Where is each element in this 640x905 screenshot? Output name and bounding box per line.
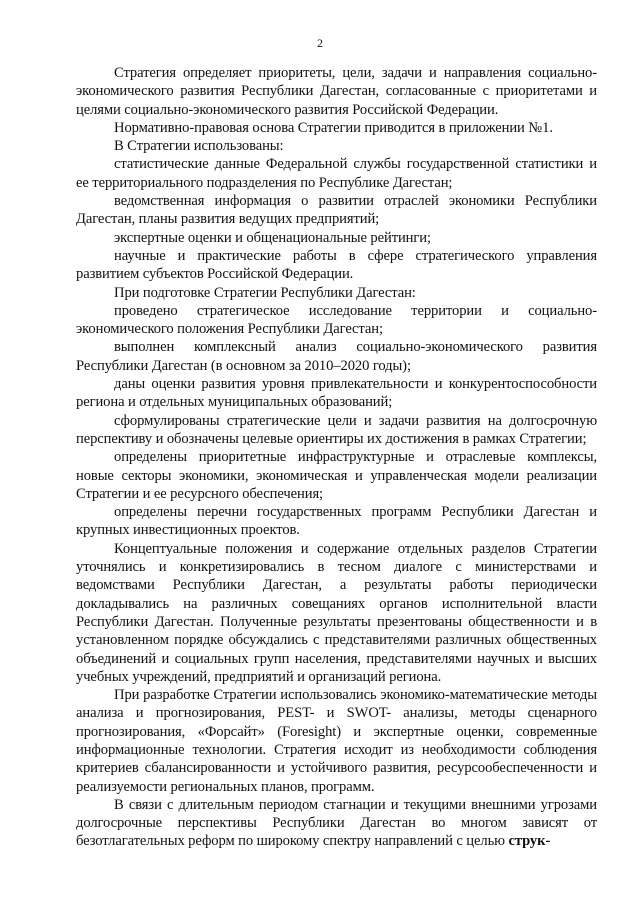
paragraph: определены приоритетные инфраструктурные и отраслевые комплексы, новые секторы экономики, экономическая и управленческая модели реализации Стратегии и ее ресурсного обеспечения; (76, 449, 597, 502)
paragraph: ведомственная информация о развитии отраслей экономики Республики Дагестан, планы развития ведущих предприятий; (76, 193, 597, 228)
paragraph: При подготовке Стратегии Республики Дагестан: (114, 284, 416, 301)
paragraph: При разработке Стратегии использовались экономико-математические методы анализа и прогнозирования, PEST- и SWOT- анализы, методы сценарного прогнозирования, «Форсайт» (Foresight) и экспертные оценки, современные информационные технологии. Стратегия исходит из необходимости соблюдения критериев сбалансированности и устойчивого развития, ресурсообеспеченности и реализуемости региональных планов, программ. (76, 687, 597, 795)
page-number: 2 (317, 36, 323, 50)
paragraph: определены перечни государственных программ Республики Дагестан и крупных инвестиционных проектов. (76, 504, 597, 539)
paragraph: сформулированы стратегические цели и задачи развития на долгосрочную перспективу и обозначены целевые ориентиры их достижения в рамках Стратегии; (76, 412, 597, 447)
paragraph: научные и практические работы в сфере стратегического управления развитием субъектов Российской Федерации. (76, 247, 597, 283)
paragraph: проведено стратегическое исследование территории и социально-экономического положения Республики Дагестан; (76, 302, 597, 338)
document-body (76, 64, 597, 851)
paragraph: Концептуальные положения и содержание отдельных разделов Стратегии уточнялись и конкретизировались в тесном диалоге с министерствами и ведомствами Республики Дагестан, а результаты работы периодически докладывались на различных совещаниях органов исполнительной власти Республики Дагестан. Полученные результаты презентованы общественности и в установленном порядке обсуждались с представителями различных общественных объединений и социальных групп населения, представителями научных и высших учебных учреждений, предприятий и организаций региона. (76, 540, 597, 685)
paragraph: выполнен комплексный анализ социально-экономического развития Республики Дагестан (в основном за 2010–2020 годы); (76, 339, 597, 374)
paragraph: статистические данные Федеральной службы государственной статистики и ее территориального подразделения по Республике Дагестан; (76, 156, 597, 191)
paragraph: В Стратегии использованы: (114, 138, 284, 155)
paragraph: экспертные оценки и общенациональные рейтинги; (114, 229, 431, 246)
paragraph: даны оценки развития уровня привлекательности и конкурентоспособности региона и отдельных муниципальных образований; (76, 376, 597, 411)
last-paragraph-text: В связи с длительным периодом стагнации и текущими внешними угрозами долгосрочные перспективы Республики Дагестан во многом зависят от безотлагательных реформ по широкому спектру направлений с целью (76, 796, 597, 850)
last-paragraph (76, 796, 597, 851)
paragraph: Нормативно-правовая основа Стратегии приводится в приложении №1. (114, 119, 553, 136)
paragraph: Стратегия определяет приоритеты, цели, задачи и направления социально-экономического развития Республики Дагестан, согласованные с приоритетами и целями социально-экономического развития Российской Федерации. (76, 65, 597, 118)
last-paragraph-bold-tail: струк- (508, 833, 551, 850)
